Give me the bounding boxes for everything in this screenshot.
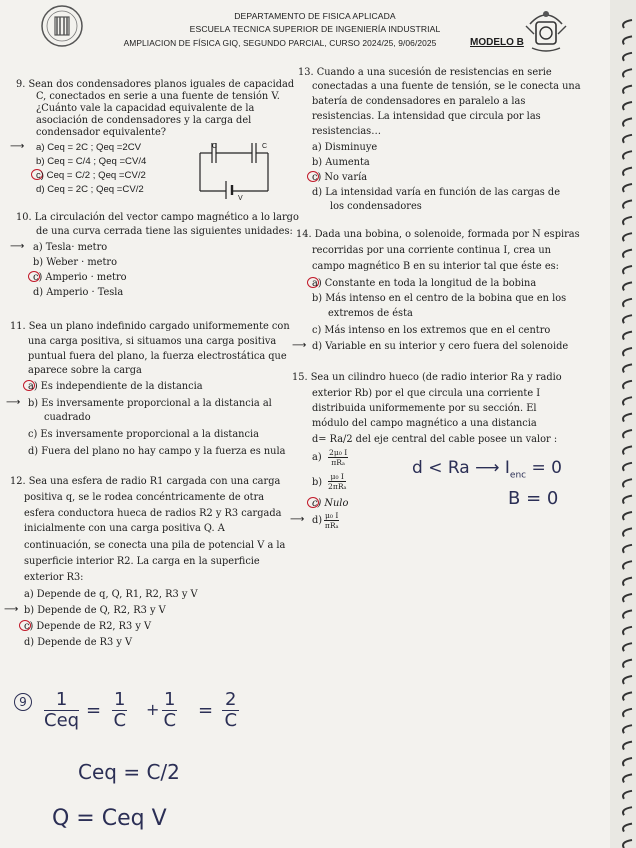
q10-option-c: c) Amperio · metro xyxy=(33,272,127,283)
q13-line: batería de condensadores en paralelo a las xyxy=(312,96,526,107)
q15-option-d-formula: μ₀ I πRₐ xyxy=(324,511,339,530)
binder-rings-decoration xyxy=(610,0,636,848)
handwritten-ceq-result: Ceq = C/2 xyxy=(78,760,180,784)
q10-option-b: b) Weber · metro xyxy=(33,257,117,268)
q15-line: d= Ra/2 del eje central del cable posee un valor : xyxy=(312,434,558,445)
handwritten-plus: + xyxy=(146,700,160,719)
q15-line: exterior Rb) por el que circula una corriente I xyxy=(312,388,541,399)
hand-arrow-icon: ⟶ xyxy=(10,141,25,152)
q13-option-d-cont: los condensadores xyxy=(330,201,422,212)
q9-line: C, conectados en serie a una fuente de tensión V. xyxy=(36,91,280,102)
q12-line: positiva q, se le rodea concéntricamente de otra xyxy=(24,492,265,503)
q12-line: superficie interior R2. La carga en la superficie xyxy=(24,556,260,567)
q11-line: puntual fuera del plano, la fuerza electrostática que xyxy=(28,351,287,362)
q14-option-d: d) Variable en su interior y cero fuera del solenoide xyxy=(312,341,569,352)
q15-option-a: a) xyxy=(312,452,322,463)
q12-option-b: b) Depende de Q, R2, R3 y V xyxy=(24,605,166,616)
q14-option-c: c) Más intenso en los extremos que en el centro xyxy=(312,325,551,336)
q11-option-c: c) Es inversamente proporcional a la distancia xyxy=(28,429,259,440)
university-seal-icon xyxy=(40,4,84,48)
q13-option-b: b) Aumenta xyxy=(312,157,370,168)
handwritten-frac-c2: 1 C xyxy=(163,689,177,731)
hand-arrow-icon: ⟶ xyxy=(290,514,305,525)
q11-option-a: a) Es independiente de la distancia xyxy=(28,381,203,392)
q15-option-c: c) Nulo xyxy=(312,498,349,509)
q12-line: esfera conductora hueca de radios R2 y R3 cargada xyxy=(24,508,282,519)
q10-option-a: a) Tesla· metro xyxy=(33,242,108,253)
circuit-label-v: V xyxy=(238,195,243,202)
handwritten-frac-ceq: 1 Ceq xyxy=(44,689,80,731)
q12-line: 12. Sea una esfera de radio R1 cargada con una carga xyxy=(10,476,281,487)
q13-line: resistencias. La intensidad que circula por las xyxy=(312,111,541,122)
q12-option-c: c) Depende de R2, R3 y V xyxy=(24,621,152,632)
handwritten-frac-2c: 2 C xyxy=(222,690,239,731)
q9-option-c: c) Ceq = C/2 ; Qeq =CV/2 xyxy=(36,170,146,181)
q10-option-d: d) Amperio · Tesla xyxy=(33,287,124,298)
q13-line: resistencias… xyxy=(312,126,381,137)
q15-option-b-formula: μ₀ I 2πRₐ xyxy=(328,472,347,491)
handwritten-question-number: 9 xyxy=(14,693,32,711)
q15-option-a-formula: 2μ₀ I πRₐ xyxy=(329,448,348,467)
handwritten-equals: = xyxy=(198,700,214,721)
q14-option-b: b) Más intenso en el centro de la bobina que en los xyxy=(312,293,567,304)
handwritten-frac-c1: 1 C xyxy=(113,689,127,731)
circuit-label-c2: C xyxy=(262,143,268,150)
q12-option-d: d) Depende de R3 y V xyxy=(24,637,133,648)
department-title: DEPARTAMENTO DE FISICA APLICADA xyxy=(234,11,396,21)
q11-option-b: b) Es inversamente proporcional a la distancia al xyxy=(28,398,272,409)
hand-arrow-icon: ⟶ xyxy=(10,241,25,252)
q10-line: de una curva cerrada tiene las siguientes unidades: xyxy=(36,226,293,237)
q14-option-b-cont: extremos de ésta xyxy=(328,308,413,319)
q11-line: 11. Sea un plano indefinido cargado uniformemente con xyxy=(10,321,290,332)
hand-arrow-icon: ⟶ xyxy=(292,340,307,351)
q11-line: una carga positiva, si situamos una carga positiva xyxy=(28,336,277,347)
school-title: ESCUELA TECNICA SUPERIOR DE INGENIERÍA INDUSTRIAL xyxy=(189,24,441,34)
q9-option-a: a) Ceq = 2C ; Qeq =2CV xyxy=(36,142,142,153)
exam-title: AMPLIACION DE FÍSICA GIQ, SEGUNDO PARCIAL, CURSO 2024/25, 9/06/2025 xyxy=(123,38,437,48)
q13-option-a: a) Disminuye xyxy=(312,142,378,153)
q9-option-b: b) Ceq = C/4 ; Qeq =CV/4 xyxy=(36,156,147,167)
q12-line: inicialmente con una carga positiva Q. A xyxy=(24,523,225,534)
q9-option-d: d) Ceq = 2C ; Qeq =CV/2 xyxy=(36,184,144,195)
q9-line: 9. Sean dos condensadores planos iguales de capacidad xyxy=(16,79,295,90)
exam-model: MODELO B xyxy=(470,37,524,48)
q12-option-a: a) Depende de q, Q, R1, R2, R3 y V xyxy=(24,589,198,600)
handwritten-note-b-zero: B = 0 xyxy=(508,488,559,509)
q10-line: 10. La circulación del vector campo magnético a lo largo xyxy=(16,212,299,223)
hand-arrow-icon: ⟶ xyxy=(4,604,19,615)
q13-option-d: d) La intensidad varía en función de las cargas de xyxy=(312,187,561,198)
hand-arrow-icon: ⟶ xyxy=(6,397,21,408)
q14-line: recorridas por una corriente continua I, crea un xyxy=(312,245,551,256)
q13-line: 13. Cuando a una sucesión de resistencias en serie xyxy=(298,67,552,78)
q13-option-c: c) No varía xyxy=(312,172,368,183)
q15-option-d: d) xyxy=(312,515,323,526)
school-crest-icon xyxy=(522,4,570,54)
handwritten-note-enc: d < Ra ⟶ $I_{enc} = 0$ xyxy=(412,458,562,481)
handwritten-equals: = xyxy=(86,700,102,721)
q14-line: 14. Dada una bobina, o solenoide, formada por N espiras xyxy=(296,229,580,240)
q15-line: 15. Sea un cilindro hueco (de radio interior Ra y radio xyxy=(292,372,562,383)
q11-line: aparece sobre la carga xyxy=(28,365,142,376)
q14-option-a: a) Constante en toda la longitud de la bobina xyxy=(312,278,537,289)
q15-line: módulo del campo magnético a una distancia xyxy=(312,418,537,429)
q15-line: distribuida uniformemente por su sección. El xyxy=(312,403,537,414)
q13-line: conectadas a una fuente de tensión, se le conecta una xyxy=(312,81,581,92)
q9-line: asociación de condensadores y la carga del xyxy=(36,115,252,126)
q11-option-b-cont: cuadrado xyxy=(44,412,91,423)
q14-line: campo magnético B en su interior tal que éste es: xyxy=(312,261,559,272)
q12-line: exterior R3: xyxy=(24,572,84,583)
q15-option-b: b) xyxy=(312,477,323,488)
circuit-label-c1: C xyxy=(212,143,218,150)
q9-line: ¿Cuánto vale la capacidad equivalente de la xyxy=(36,103,255,114)
q12-line: continuación, se conecta una pila de potencial V a la xyxy=(24,540,286,551)
q11-option-d: d) Fuera del plano no hay campo y la fuerza es nula xyxy=(28,446,286,457)
handwritten-q-result: Q = Ceq V xyxy=(52,806,167,831)
q9-line: condensador equivalente? xyxy=(36,127,167,138)
